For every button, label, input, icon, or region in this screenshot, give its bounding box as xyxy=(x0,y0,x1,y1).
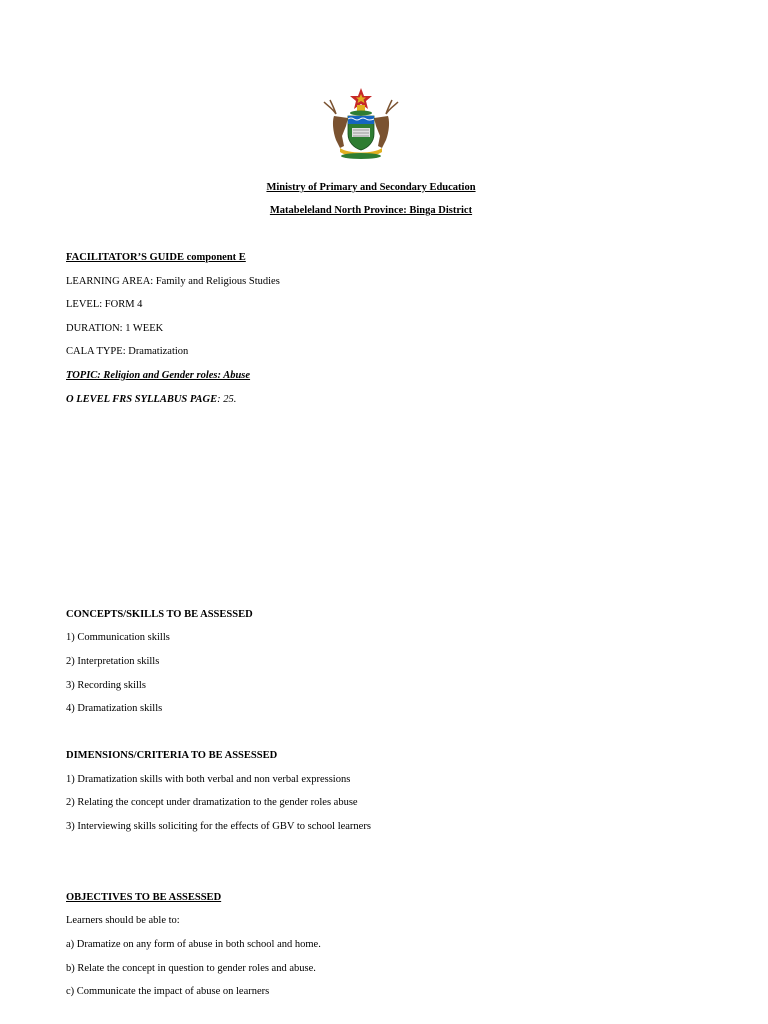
province-title: Matabeleland North Province: Binga District xyxy=(269,205,473,216)
guide-title: FACILITATOR’S GUIDE component E xyxy=(66,252,246,263)
topic: TOPIC: Religion and Gender roles: Abuse xyxy=(66,370,251,381)
syllabus-page-number: : 25. xyxy=(217,394,237,405)
coat-of-arms-emblem xyxy=(318,86,404,162)
concepts-heading: CONCEPTS/SKILLS TO BE ASSESSED xyxy=(66,609,253,620)
list-item: b) Relate the concept in question to gender roles and abuse. xyxy=(66,963,316,974)
list-item: 1) Communication skills xyxy=(66,632,170,643)
list-item: 3) Interviewing skills soliciting for the effects of GBV to school learners xyxy=(66,821,371,832)
level: LEVEL: FORM 4 xyxy=(66,299,143,310)
cala-type: CALA TYPE: Dramatization xyxy=(66,346,189,357)
list-item: 2) Relating the concept under dramatization to the gender roles abuse xyxy=(66,797,358,808)
ministry-title: Ministry of Primary and Secondary Education xyxy=(266,182,476,193)
dimensions-heading: DIMENSIONS/CRITERIA TO BE ASSESSED xyxy=(66,750,278,761)
list-item: a) Dramatize on any form of abuse in both school and home. xyxy=(66,939,321,950)
duration: DURATION: 1 WEEK xyxy=(66,323,164,334)
list-item: 1) Dramatization skills with both verbal and non verbal expressions xyxy=(66,774,351,785)
learning-area: LEARNING AREA: Family and Religious Studies xyxy=(66,276,280,287)
objectives-intro: Learners should be able to: xyxy=(66,915,180,926)
list-item: 3) Recording skills xyxy=(66,680,146,691)
syllabus-page xyxy=(66,393,236,407)
syllabus-label: O LEVEL FRS SYLLABUS PAGE xyxy=(66,394,218,405)
objectives-heading: OBJECTIVES TO BE ASSESSED xyxy=(66,892,222,903)
list-item: 4) Dramatization skills xyxy=(66,703,163,714)
list-item: 2) Interpretation skills xyxy=(66,656,160,667)
list-item: c) Communicate the impact of abuse on learners xyxy=(66,986,270,997)
